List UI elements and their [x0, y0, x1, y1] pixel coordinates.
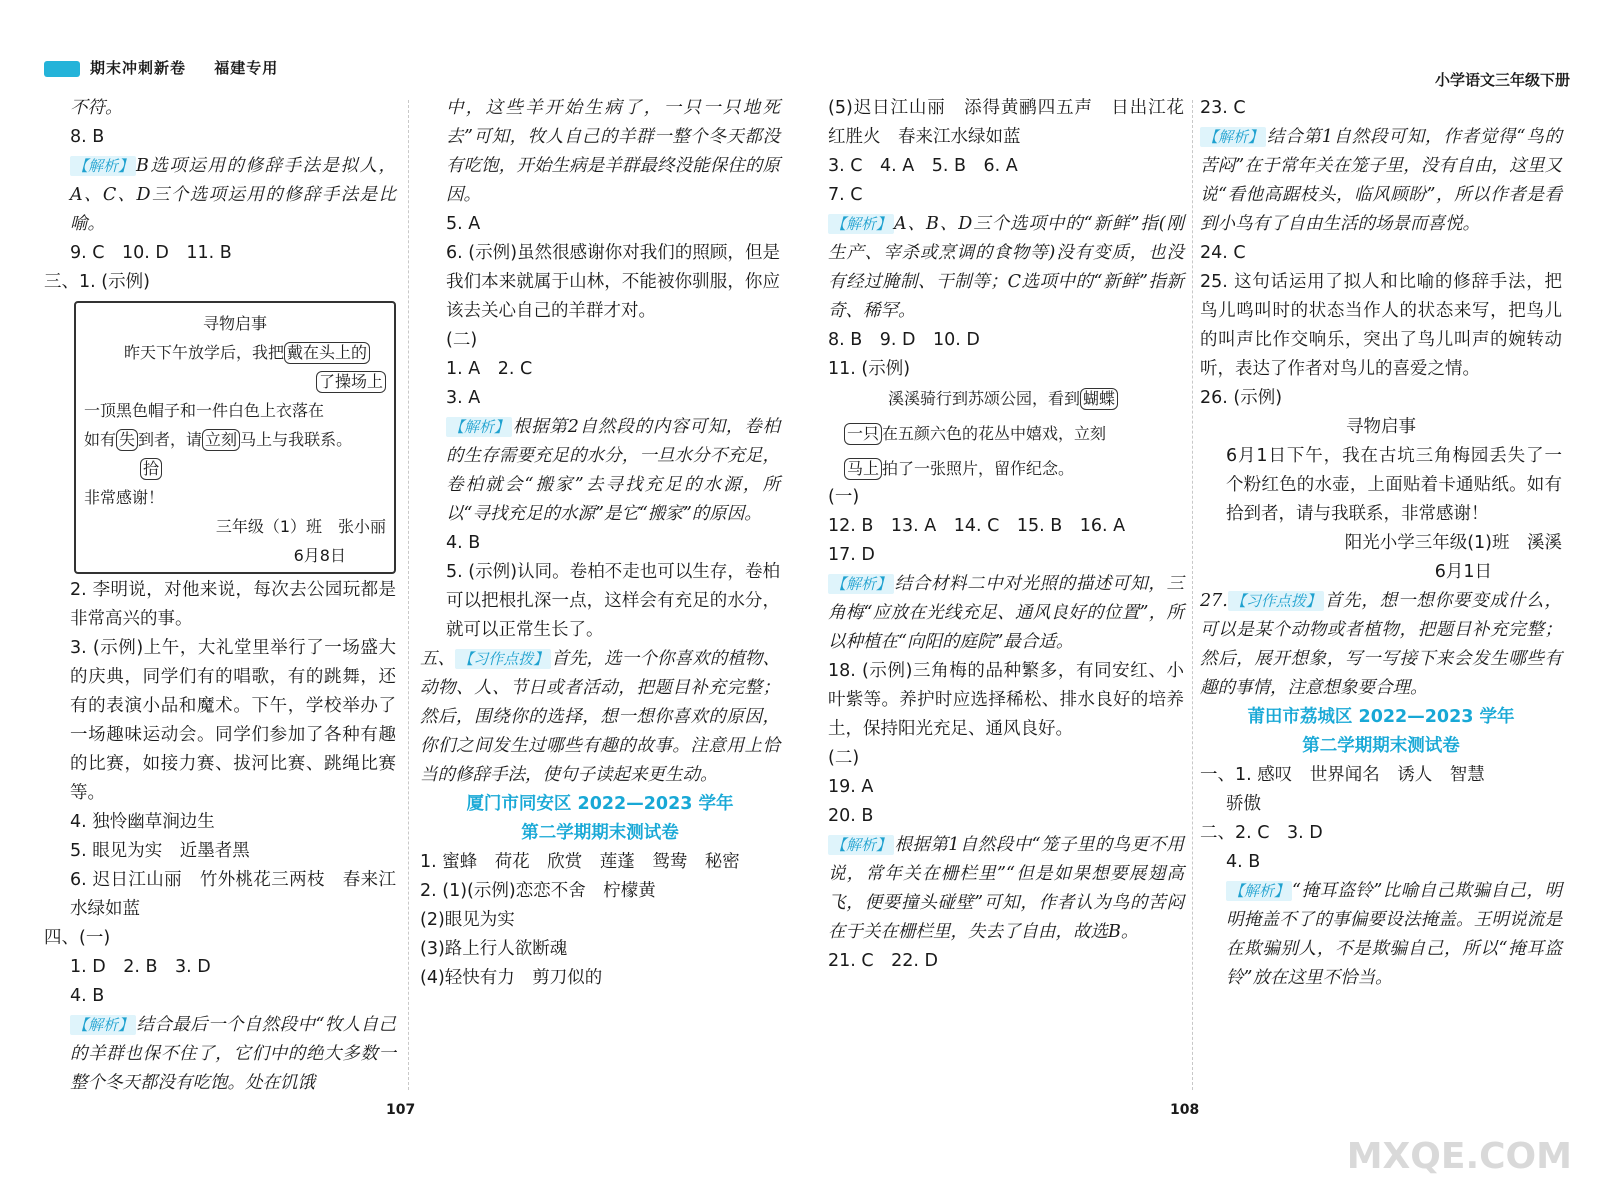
answer-line: 一、1. 感叹 世界闻名 诱人 智慧 — [1200, 765, 1485, 785]
column-1 — [44, 94, 396, 1098]
writing-tip-tag: 【习作点拨】 — [1228, 591, 1324, 611]
answer-line: 5. 眼见为实 近墨者黑 — [70, 841, 250, 861]
answer-line: 5. A — [446, 214, 481, 234]
analysis-block: 【解析】 结合材料二中对光照的描述可知，三角梅“应放在光线充足、通风良好的位置”，所以种植在“向阳的庭院”最合适。 — [828, 574, 1184, 652]
edit-mark: 马上 — [844, 458, 882, 480]
answer-line: 2. (1)(示例)恋恋不舍 柠檬黄 — [420, 881, 656, 901]
answer-line: 11. (示例) — [828, 359, 911, 379]
notice-title: 寻物启事 — [202, 314, 267, 333]
edit-mark: 了操场上 — [316, 371, 386, 393]
exam-section-title: 莆田市荔城区 2022—2023 学年 — [1247, 707, 1515, 727]
section-heading: 三、1. (示例) — [44, 272, 150, 292]
column-divider — [1192, 100, 1193, 1090]
analysis-tag: 【解析】 — [446, 417, 512, 437]
answer-line: 26. (示例) — [1200, 388, 1283, 408]
answer-line: 9. C 10. D 11. B — [70, 243, 232, 263]
analysis-tag: 【解析】 — [1200, 127, 1266, 147]
answer-line: 20. B — [828, 806, 874, 826]
answer-block: 5. (示例)认同。卷柏不走也可以生存，卷柏可以把根扎深一点，这样会有充足的水分，就可以正常生长了。 — [446, 562, 780, 640]
column-divider — [408, 100, 409, 1090]
answer-line: 4. B — [446, 533, 481, 553]
lost-notice-box — [74, 301, 396, 574]
notice-signature: 三年级（1）班 张小丽 — [215, 517, 386, 536]
notice-line: 一顶黑色帽子和一件白色上衣落在 — [84, 401, 325, 420]
revision-line: 马上 拍了一张照片，留作纪念。 — [828, 454, 1184, 483]
series-title: 期末冲刺新卷 — [90, 59, 187, 77]
page-number-left: 107 — [386, 1102, 416, 1118]
column-4 — [1200, 94, 1562, 993]
page-number-right: 108 — [1170, 1102, 1200, 1118]
edit-mark: 戴在头上的 — [284, 342, 370, 364]
section-heading: 四、(一) — [44, 928, 111, 948]
answer-line: 19. A — [828, 777, 874, 797]
answer-line: (2)眼见为实 — [420, 910, 515, 930]
answer-block: 2. 李明说，对他来说，每次去公园玩都是非常高兴的事。 — [70, 580, 396, 629]
brand-badge — [44, 61, 80, 77]
exam-section-title: 厦门市同安区 2022—2023 学年 — [466, 794, 734, 814]
answer-line: 17. D — [828, 545, 875, 565]
notice-date: 6月1日 — [1434, 562, 1492, 582]
edit-mark: 蝴蝶 — [1080, 388, 1118, 410]
analysis-block: 【解析】 A、B、D三个选项中的“新鲜”指(刚生产、宰杀或烹调的食物等)没有变质，也没有经过腌制、干制等；C选项中的“新鲜”指新奇、稀罕。 — [828, 214, 1184, 321]
answer-block: 18. (示例)三角梅的品种繁多，有同安红、小叶紫等。养护时应选择稀松、排水良好的培养土，保持阳光充足、通风良好。 — [828, 661, 1184, 739]
section-heading: (二) — [828, 748, 860, 768]
notice-line: 非常感谢！ — [84, 488, 165, 507]
answer-line: 12. B 13. A 14. C 15. B 16. A — [828, 516, 1126, 536]
answer-line: 3. A — [446, 388, 481, 408]
analysis-block: 【解析】 结合第1自然段可知，作者觉得“鸟的苦闷”在于常年关在笼子里，没有自由，这里又说“看他高踞枝头，临风顾盼”，所以作者是看到小鸟有了自由生活的场景而喜悦。 — [1200, 127, 1562, 234]
answer-block: 6. (示例)虽然很感谢你对我们的照顾，但是我们本来就属于山林，不能被你驯服，你应该去关心自己的羊群才对。 — [446, 243, 780, 321]
notice-line — [84, 367, 386, 396]
answer-line: 1. A 2. C — [446, 359, 533, 379]
analysis-block: 【解析】 “掩耳盗铃”比喻自己欺骗自己，明明掩盖不了的事偏要设法掩盖。王明说流是在欺骗别人，不是欺骗自己，所以“掩耳盗铃”放在这里不恰当。 — [1226, 881, 1562, 988]
column-2 — [420, 94, 780, 993]
answer-line: 3. C 4. A 5. B 6. A — [828, 156, 1018, 176]
notice-line: 如有 失 到者，请 立刻 马上与我联系。 — [84, 430, 353, 449]
analysis-block: 【解析】 结合最后一个自然段中“牧人自己的羊群也保不住了，它们中的绝大多数一整个冬天都没有吃饱。处在饥饿 — [70, 1015, 396, 1093]
answer-block: (5)迟日江山丽 添得黄鹂四五声 日出江花红胜火 春来江水绿如蓝 — [828, 98, 1184, 147]
answer-line: 不符。 — [70, 98, 123, 118]
answer-line: 7. C — [828, 185, 863, 205]
answer-line: 二、2. C 3. D — [1200, 823, 1323, 843]
answer-line: 骄傲 — [1226, 794, 1261, 814]
notice-line: 昨天下午放学后，我把 戴在头上的 — [84, 338, 386, 367]
analysis-tag: 【解析】 — [828, 214, 894, 234]
analysis-block: 【解析】 根据第1自然段中“笼子里的鸟更不用说，常年关在栅栏里”“但是如果想要展翅高飞，便要撞头碰壁”可知，作者认为鸟的苦闷在于关在栅栏里，失去了自由，故选B。 — [828, 835, 1184, 942]
answer-block: 25. 这句话运用了拟人和比喻的修辞手法，把鸟儿鸣叫时的状态当作人的状态来写，把鸟儿的叫声比作交响乐，突出了鸟儿叫声的婉转动听，表达了作者对鸟儿的喜爱之情。 — [1200, 272, 1562, 379]
edit-mark: 一只 — [844, 423, 882, 445]
edit-mark: 失 — [116, 429, 138, 451]
answer-line: 23. C — [1200, 98, 1246, 118]
header-subject: 小学语文三年级下册 — [1434, 71, 1570, 89]
writing-tip-tag: 【习作点拨】 — [455, 649, 551, 669]
section-heading: (二) — [446, 330, 478, 350]
writing-tip-block: 27. 【习作点拨】 首先，想一想你要变成什么，可以是某个动物或者植物，把题目补充完整；然后，展开想象，写一写接下来会发生哪些有趣的事情，注意想象要合理。 — [1200, 591, 1562, 698]
region-label: 福建专用 — [214, 59, 279, 77]
answer-line: 4. B — [1226, 852, 1261, 872]
answer-block: 6. 迟日江山丽 竹外桃花三两枝 春来江水绿如蓝 — [70, 870, 396, 919]
analysis-tag: 【解析】 — [828, 574, 894, 594]
notice-signature: 阳光小学三年级(1)班 溪溪 — [1344, 533, 1562, 553]
exam-section-subtitle: 第二学期期末测试卷 — [521, 823, 679, 843]
notice-body: 6月1日下午，我在古坑三角梅园丢失了一个粉红色的水壶，上面贴着卡通贴纸。如有拾到者，请与我联系，非常感谢！ — [1226, 446, 1562, 524]
edit-mark: 立刻 — [202, 429, 240, 451]
answer-line: 1. 蜜蜂 荷花 欣赏 莲蓬 鸳鸯 秘密 — [420, 852, 740, 872]
answer-block: 3. (示例)上午，大礼堂里举行了一场盛大的庆典，同学们有的唱歌，有的跳舞，还有的表演小品和魔术。下午，学校举办了一场趣味运动会。同学们参加了各种有趣的比赛，如接力赛、拔河比赛、跳绳比赛等。 — [70, 638, 396, 803]
analysis-block: 【解析】 根据第2自然段的内容可知，卷柏的生存需要充足的水分，一旦水分不充足，卷柏就会“搬家”去寻找充足的水源，所以“寻找充足的水源”是它“搬家”的原因。 — [446, 417, 780, 524]
edit-mark: 拾 — [140, 458, 162, 480]
revision-line: 溪溪骑行到苏颂公园，看到 蝴蝶 — [828, 384, 1184, 413]
writing-tip-block: 五、 【习作点拨】 首先，选一个你喜欢的植物、动物、人、节日或者活动，把题目补充完整；然后，围绕你的选择，想一想你喜欢的原因，你们之间发生过哪些有趣的故事。注意用上恰当的修辞手法，使句子读起来更生动。 — [420, 649, 781, 785]
answer-line: (3)路上行人欲断魂 — [420, 939, 568, 959]
analysis-tag: 【解析】 — [70, 1015, 136, 1035]
answer-line: 21. C 22. D — [828, 951, 938, 971]
answer-line: 24. C — [1200, 243, 1246, 263]
section-heading: (一) — [828, 487, 860, 507]
analysis-tag: 【解析】 — [70, 156, 136, 176]
column-3 — [828, 94, 1184, 976]
analysis-block: 【解析】 B选项运用的修辞手法是拟人，A、C、D三个选项运用的修辞手法是比喻。 — [70, 156, 396, 234]
notice-line — [84, 454, 386, 483]
watermark: MXQE.COM — [1346, 1136, 1572, 1177]
header-series — [90, 57, 300, 78]
answer-line: 8. B — [70, 127, 105, 147]
notice-date: 6月8日 — [293, 546, 346, 565]
answer-line: (4)轻快有力 剪刀似的 — [420, 968, 603, 988]
answer-line: 4. 独怜幽草涧边生 — [70, 812, 215, 832]
answer-line: 8. B 9. D 10. D — [828, 330, 980, 350]
revision-line: 一只 在五颜六色的花丛中嬉戏，立刻 — [828, 419, 1184, 448]
notice-title: 寻物启事 — [1346, 417, 1416, 437]
answer-line: 1. D 2. B 3. D — [70, 957, 211, 977]
analysis-tag: 【解析】 — [828, 835, 894, 855]
analysis-tag: 【解析】 — [1226, 881, 1292, 901]
exam-section-subtitle: 第二学期期末测试卷 — [1302, 736, 1460, 756]
analysis-continued: 中，这些羊开始生病了，一只一只地死去”可知，牧人自己的羊群一整个冬天都没有吃饱，开始生病是羊群最终没能保住的原因。 — [446, 98, 780, 205]
answer-line: 4. B — [70, 986, 105, 1006]
